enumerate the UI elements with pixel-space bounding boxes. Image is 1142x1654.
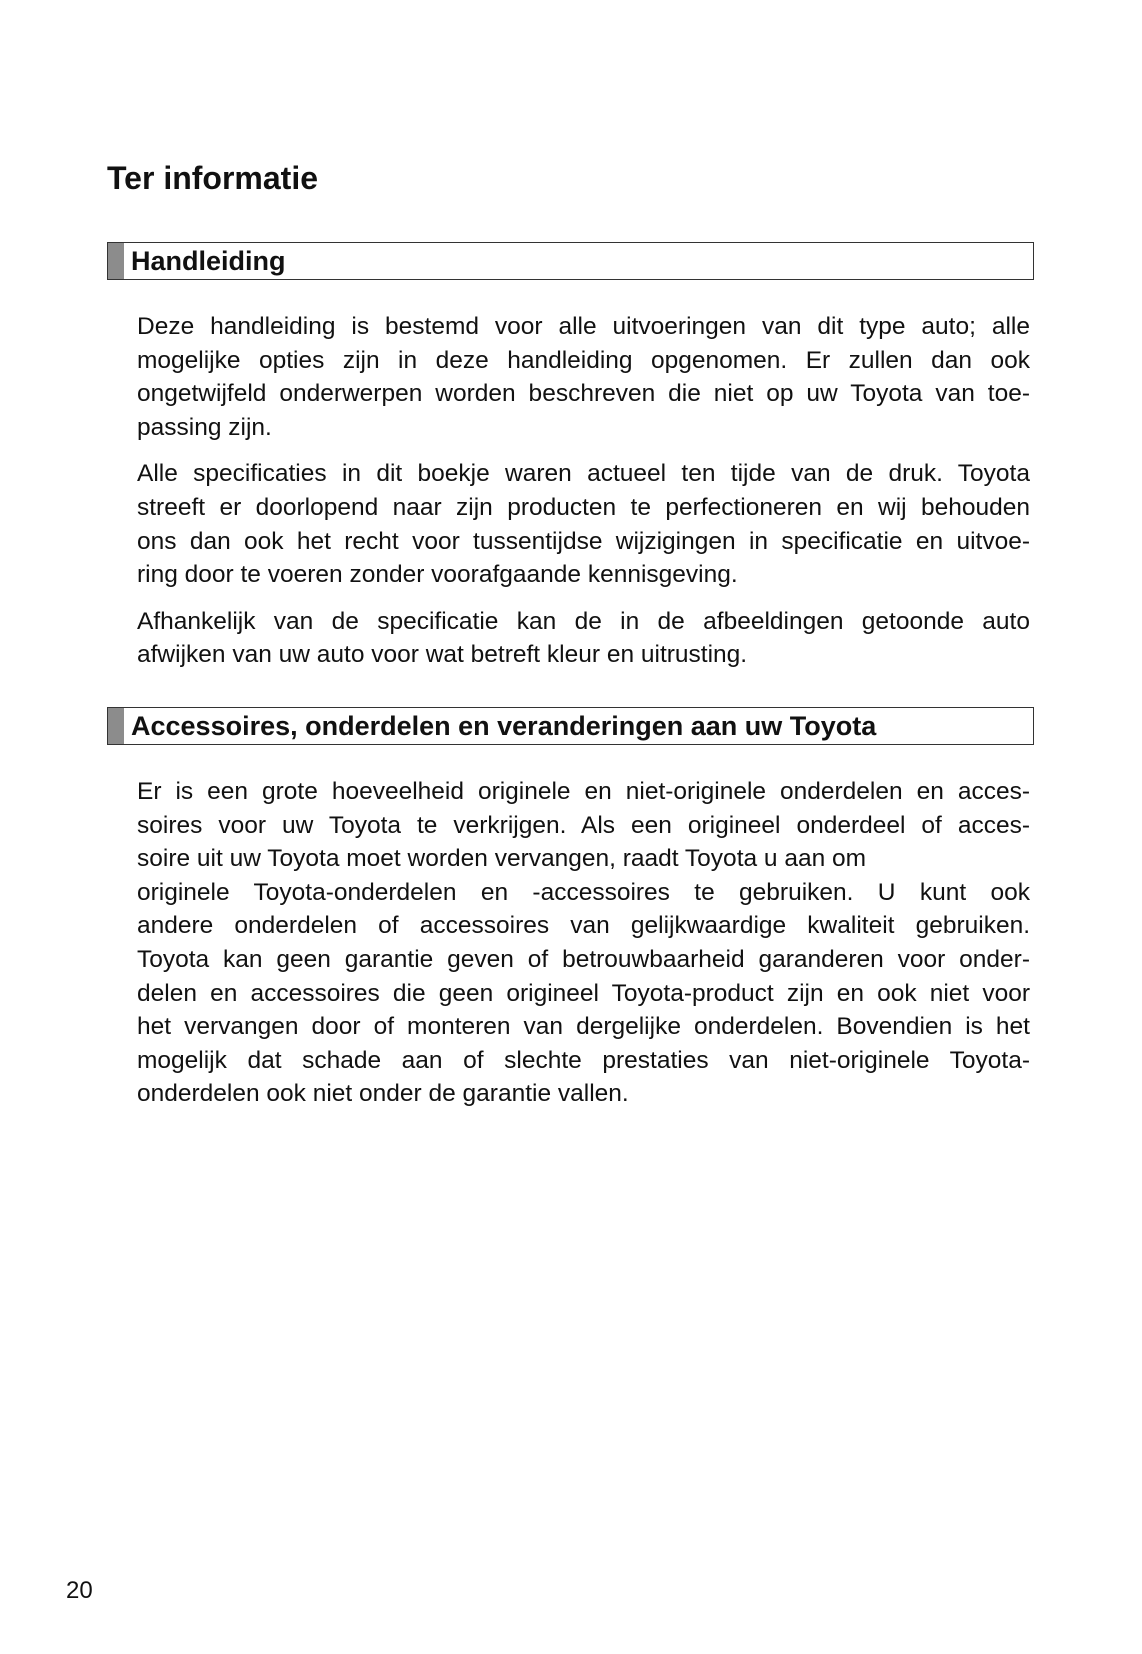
text-line: Afhankelijk van de specificatie kan de in de afbeeldingen getoonde auto xyxy=(137,607,1030,635)
text-line: passing zijn. xyxy=(137,413,272,441)
section-heading-label: Accessoires, onderdelen en veranderingen aan uw Toyota xyxy=(131,711,877,741)
page-number: 20 xyxy=(66,1577,93,1604)
text-line: andere onderdelen of accessoires van gelijkwaardige kwaliteit gebruiken. xyxy=(137,912,1030,940)
section-marker xyxy=(108,708,124,744)
text-line: originele Toyota-onderdelen en -accessoires te gebruiken. U kunt ook xyxy=(137,878,1030,906)
section-heading-handleiding xyxy=(107,242,1034,280)
text-line: ring door te voeren zonder voorafgaande kennisgeving. xyxy=(137,561,738,589)
paragraph xyxy=(137,457,1030,591)
text-line: Er is een grote hoeveelheid originele en niet-originele onderdelen en acces- xyxy=(137,778,1030,805)
text-line: mogelijk dat schade aan of slechte prestaties van niet-originele Toyota- xyxy=(137,1046,1030,1074)
text-line: Toyota kan geen garantie geven of betrouwbaarheid garanderen voor onder- xyxy=(137,945,1030,973)
section-body-handleiding xyxy=(137,310,1030,685)
text-line: soire uit uw Toyota moet worden vervangen, raadt Toyota u aan om xyxy=(137,845,867,873)
text-line: afwijken van uw auto voor wat betreft kleur en uitrusting. xyxy=(137,641,748,669)
text-line: Deze handleiding is bestemd voor alle uitvoeringen van dit type auto; alle xyxy=(137,313,1030,340)
text-line: mogelijke opties zijn in deze handleiding opgenomen. Er zullen dan ook xyxy=(137,346,1030,374)
section-marker xyxy=(108,243,124,279)
text-line: het vervangen door of monteren van dergelijke onderdelen. Bovendien is het xyxy=(137,1013,1030,1041)
text-line: ongetwijfeld onderwerpen worden beschreven die niet op uw Toyota van toe- xyxy=(137,380,1030,408)
section-heading-accessoires xyxy=(107,707,1034,745)
page-title: Ter informatie xyxy=(107,160,318,196)
paragraph xyxy=(137,310,1030,444)
section-body-accessoires xyxy=(137,775,1030,1124)
section-heading-label: Handleiding xyxy=(131,246,286,276)
text-line: ons dan ook het recht voor tussentijdse wijzigingen in specificatie en uitvoe- xyxy=(137,527,1030,555)
paragraph xyxy=(137,775,1030,1111)
text-line: soires voor uw Toyota te verkrijgen. Als een origineel onderdeel of acces- xyxy=(137,811,1030,839)
text-line: Alle specificaties in dit boekje waren actueel ten tijde van de druk. Toyota xyxy=(137,460,1030,488)
text-line: streeft er doorlopend naar zijn producten te perfectioneren en wij behouden xyxy=(137,493,1030,521)
text-line: onderdelen ook niet onder de garantie vallen. xyxy=(137,1080,629,1108)
text-line: delen en accessoires die geen origineel Toyota-product zijn en ook niet voor xyxy=(137,979,1030,1007)
paragraph xyxy=(137,605,1030,672)
